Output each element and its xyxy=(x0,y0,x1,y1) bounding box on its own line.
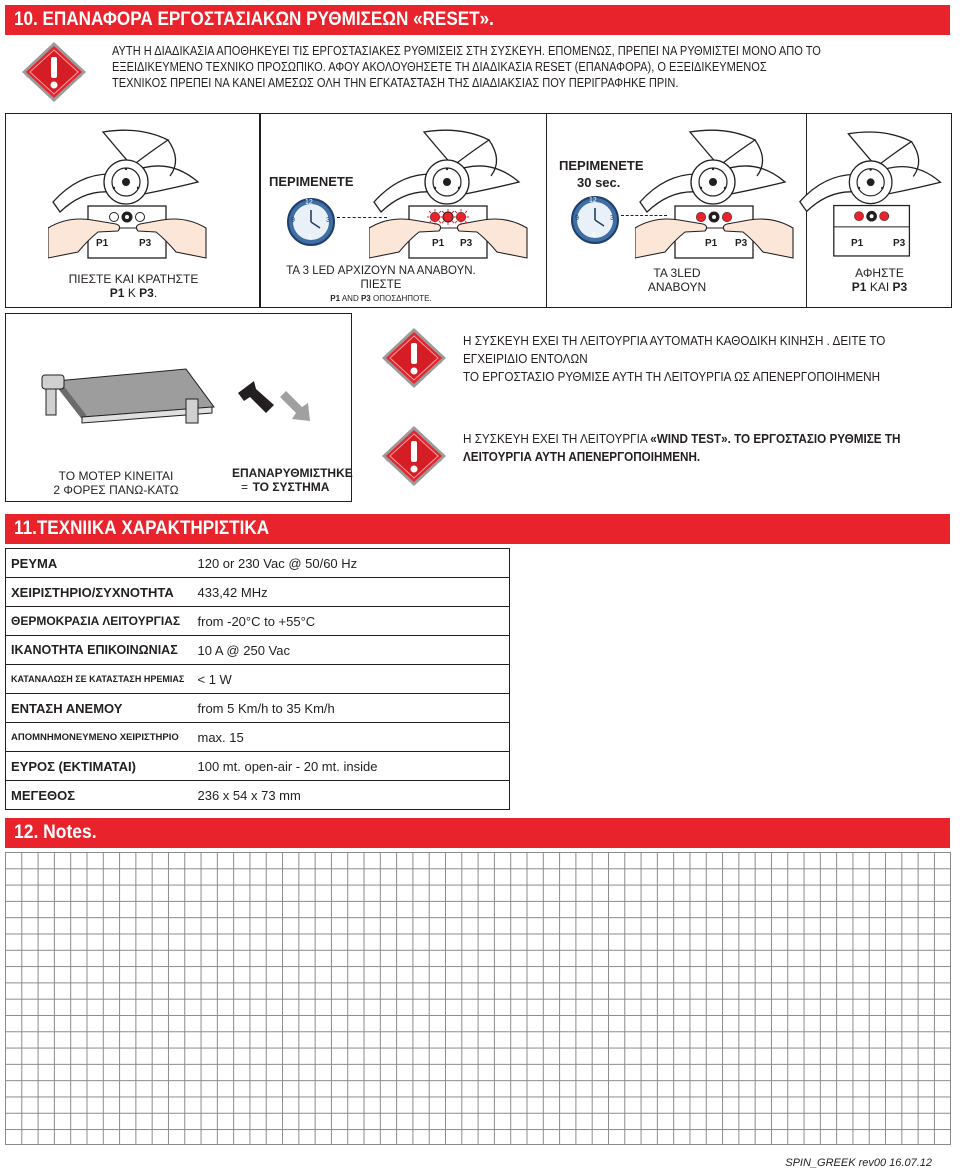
button-p3-label: P3 xyxy=(735,238,748,249)
clock-6: 6 xyxy=(592,232,596,239)
awning-icon xyxy=(36,359,216,429)
note-prefix: Η ΣΥΣΚΕΥΗ ΕΧΕΙ ΤΗ ΛΕΙΤΟΥΡΓΙΑ xyxy=(463,431,651,446)
section-10-header xyxy=(5,5,950,35)
clock-12: 12 xyxy=(589,197,597,204)
up-down-arrows-icon xyxy=(234,379,324,424)
note-bold: ΛΕΙΤΟΥΡΓΙΑ ΑΥΤΗ ΑΠΕΝΕΡΓΟΠΟΙΗΜΕΝΗ. xyxy=(463,449,701,464)
spec-label: ΘΕΡΜΟΚΡΑΣΙΑ ΛΕΙΤΟΥΡΓΙΑΣ xyxy=(6,607,189,636)
wind-test-note xyxy=(463,430,949,466)
spec-label: ΕΥΡΟΣ (ΕΚΤΙΜΑΤΑΙ) xyxy=(6,752,189,781)
reset-text: ΤΟ ΣΥΣΤΗΜΑ xyxy=(252,480,330,494)
button-p3-label: P3 xyxy=(139,238,152,249)
spec-label: ΙΚΑΝΟΤΗΤΑ ΕΠΙΚΟΙΝΩΝΙΑΣ xyxy=(6,636,189,665)
specs-table xyxy=(5,548,510,810)
step-3-text: ΑΝΑΒΟΥΝ xyxy=(647,280,707,294)
button-p1-label: P1 xyxy=(851,238,864,249)
spec-value: 433,42 MHz xyxy=(189,578,510,607)
section-12-title: 12. Notes. xyxy=(14,822,97,843)
wait-label: ΠΕΡΙΜΕΝΕΤΕ xyxy=(559,158,644,173)
p1-key: P1 xyxy=(330,294,341,303)
warning-icon xyxy=(20,40,88,110)
clock-3: 3 xyxy=(610,215,614,222)
p3-key: P3 xyxy=(360,294,371,303)
table-row xyxy=(6,578,510,607)
note-bold: «WIND TEST». ΤΟ ΕΡΓΟΣΤΑΣΙΟ ΡΥΘΜΙΣΕ ΤΗ xyxy=(650,431,901,446)
conjunction: ΚΑΙ xyxy=(866,280,893,294)
control-unit-illustration xyxy=(795,116,955,266)
spec-value: from 5 Km/h to 35 Km/h xyxy=(189,694,510,723)
spec-value: 120 or 230 Vac @ 50/60 Hz xyxy=(189,549,510,578)
step-3-panel xyxy=(547,113,807,308)
auto-down-note xyxy=(463,332,932,386)
reset-text: ΕΠΑΝΑΡΥΘΜΙΣΤΗΚΕ xyxy=(232,466,353,480)
table-row xyxy=(6,694,510,723)
button-p1-label: P1 xyxy=(432,238,445,249)
note-line: ΤΟ ΕΡΓΟΣΤΑΣΙΟ ΡΥΘΜΙΣΕ ΑΥΤΗ ΤΗ ΛΕΙΤΟΥΡΓΙΑ ΩΣ ΑΠΕΝΕΡΓΟΠΟΙΗΜΕΝΗ xyxy=(463,369,881,384)
step-2-caption xyxy=(261,264,501,306)
p1-key: P1 xyxy=(109,286,125,300)
table-row xyxy=(6,636,510,665)
period: . xyxy=(153,286,158,300)
intro-line: ΑΥΤΗ Η ΔΙΑΔΙΚΑΣΙΑ ΑΠΟΘΗΚΕΥΕΙ ΤΙΣ ΕΡΓΟΣΤΑΣΙΑΚΕΣ ΡΥΘΜΙΣΕΙΣ ΣΤΗ ΣΥΣΚΕΥΗ. ΕΠΟΜΕΝΩΣ, ΠΡΕΠΕΙ ΝΑ ΡΥΘΜΙΣΤΕΙ ΜΟΝΟ ΑΠΟ ΤΟ xyxy=(112,44,821,58)
motor-text: ΤΟ ΜΟΤΕΡ ΚΙΝΕΙΤΑΙ xyxy=(58,469,174,483)
p1-key: P1 xyxy=(851,280,867,294)
warning-icon xyxy=(380,424,448,494)
section-12-header xyxy=(5,818,950,848)
spec-label: ΡΕΥΜΑ xyxy=(6,549,189,578)
button-p3-label: P3 xyxy=(460,238,473,249)
spec-value: < 1 W xyxy=(189,665,510,694)
control-unit-illustration xyxy=(635,116,800,266)
note-line: ΕΓΧΕΙΡΙΔΙΟ ΕΝΤΟΛΩΝ xyxy=(463,351,588,366)
intro-line: ΕΞΕΙΔΙΚΕΥΜΕΝΟ ΤΕΧΝΙΚΟ ΠΡΟΣΩΠΙΚΟ. ΑΦΟΥ ΑΚΟΛΟΥΘΗΣΕΤΕ ΤΗ ΔΙΑΔΙΚΑΣΙΑ RESET (ΕΠΑΝΑΦΟΡΑ), Ο ΕΞΕΙΔΙΚΕΥΜΕΝΟΣ xyxy=(112,60,767,74)
note-line: Η ΣΥΣΚΕΥΗ ΕΧΕΙ ΤΗ ΛΕΙΤΟΥΡΓΙΑ ΑΥΤΟΜΑΤΗ ΚΑΘΟΔΙΚΗ ΚΙΝΗΣΗ . ΔΕΙΤΕ ΤΟ xyxy=(463,333,886,348)
spec-value: max. 15 xyxy=(189,723,510,752)
spec-value: 236 x 54 x 73 mm xyxy=(189,781,510,810)
step-3-text: ΤΑ 3LED xyxy=(653,266,701,280)
button-p3-label: P3 xyxy=(893,238,906,249)
spec-label: ΑΠΟΜΝΗΜΟΝΕΥΜΕΝΟ ΧΕΙΡΙΣΤΗΡΙΟ xyxy=(6,723,189,752)
section-11-title: 11.ΤΕΧΝΙΙΚΑ ΧΑΡΑΚΤΗΡΙΣΤΙΚΑ xyxy=(14,518,270,539)
warning-icon xyxy=(380,326,448,396)
section-11-header xyxy=(5,514,950,544)
wait-duration: 30 sec. xyxy=(577,175,621,190)
table-row xyxy=(6,752,510,781)
control-unit-illustration xyxy=(369,116,534,266)
equals-sign: = xyxy=(241,480,249,494)
clock-12: 12 xyxy=(305,199,313,206)
step-4-caption xyxy=(807,266,952,294)
reset-intro xyxy=(112,43,960,91)
clock-9: 9 xyxy=(291,217,295,224)
table-row xyxy=(6,549,510,578)
intro-line: ΤΕΧΝΙΚΟΣ ΠΡΕΠΕΙ ΝΑ ΚΑΝΕΙ ΑΜΕΣΩΣ ΟΛΗ ΤΗΝ ΕΓΚΑΤΑΣΤΑΣΗ ΤΗΣ ΔΙΑΔΙΑΚΣΙΑΣ ΠΟΥ ΠΕΡΙΓΡΑΦΗΚΕ ΠΡΙΝ. xyxy=(112,76,679,90)
step-4-text: ΑΦΗΣΤΕ xyxy=(855,266,904,280)
reset-caption xyxy=(232,466,353,494)
motor-caption xyxy=(36,469,196,497)
step-2-text: ΠΙΕΣΤΕ xyxy=(360,279,402,291)
clock-6: 6 xyxy=(308,234,312,241)
wait-label: ΠΕΡΙΜΕΝΕΤΕ xyxy=(269,174,354,189)
spec-label: ΜΕΓΕΘΟΣ xyxy=(6,781,189,810)
document-footer: SPIN_GREEK rev00 16.07.12 xyxy=(785,1157,932,1169)
conjunction: Κ xyxy=(124,286,140,300)
step-2-text: ΤΑ 3 LED ΑΡΧΙΖΟΥΝ ΝΑ ΑΝΑΒΟΥΝ. xyxy=(286,265,476,277)
motor-text: 2 ΦΟΡΕΣ ΠΑΝΩ-ΚΑΤΩ xyxy=(53,483,179,497)
step-4-panel xyxy=(807,113,952,308)
notes-grid[interactable] xyxy=(5,852,951,1145)
step-2-panel xyxy=(260,113,547,308)
table-row xyxy=(6,607,510,636)
clock-3: 3 xyxy=(326,217,330,224)
step-2-ending: ΟΠΟΣΔΗΠΟΤΕ. xyxy=(370,294,432,303)
step-3-caption xyxy=(587,266,767,294)
conjunction: AND xyxy=(340,294,361,303)
spec-label: ΧΕΙΡΙΣΤΗΡΙΟ/ΣΥΧΝΟΤΗΤΑ xyxy=(6,578,189,607)
control-unit-illustration xyxy=(48,116,213,266)
spec-value: 10 A @ 250 Vac xyxy=(189,636,510,665)
motor-panel xyxy=(5,313,352,502)
section-10-title: 10. ΕΠΑΝΑΦΟΡΑ ΕΡΓΟΣΤΑΣΙΑΚΩΝ ΡΥΘΜΙΣΕΩΝ «RESET». xyxy=(14,9,494,30)
spec-value: 100 mt. open-air - 20 mt. inside xyxy=(189,752,510,781)
spec-value: from -20°C to +55°C xyxy=(189,607,510,636)
step-1-text: ΠΙΕΣΤΕ ΚΑΙ ΚΡΑΤΗΣΤΕ xyxy=(68,272,199,286)
table-row xyxy=(6,665,510,694)
step-1-panel xyxy=(5,113,260,308)
button-p1-label: P1 xyxy=(705,238,718,249)
button-p1-label: P1 xyxy=(96,238,109,249)
p3-key: P3 xyxy=(892,280,908,294)
spec-label: ΕΝΤΑΣΗ ΑΝΕΜΟΥ xyxy=(6,694,189,723)
table-row xyxy=(6,781,510,810)
p3-key: P3 xyxy=(139,286,154,300)
spec-label: ΚΑΤΑΝΑΛΩΣΗ ΣΕ ΚΑΤΑΣΤΑΣΗ ΗΡΕΜΙΑΣ xyxy=(6,665,189,694)
step-1-caption xyxy=(6,272,261,300)
clock-9: 9 xyxy=(575,215,579,222)
table-row xyxy=(6,723,510,752)
